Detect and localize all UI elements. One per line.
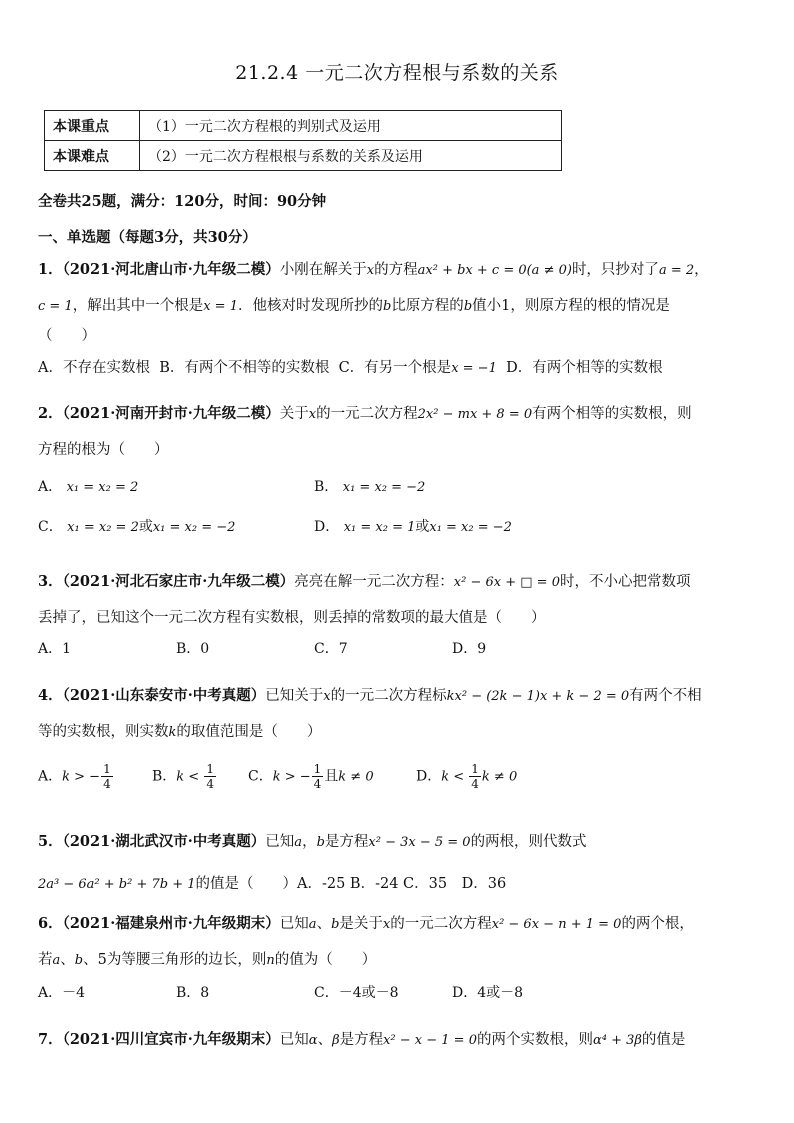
- question-6-line-2: 若a、b、5为等腰三角形的边长，则n的值为（ ）: [38, 952, 377, 968]
- question-1-line-1: 1．（2021·河北唐山市·九年级二模）小刚在解关于x的方程ax² + bx + c = 0(a ≠ 0)时，只抄对了a = 2，: [38, 261, 709, 278]
- option-c: C．7: [314, 641, 348, 657]
- option-b: B．0: [176, 641, 210, 657]
- option-b: B．有两个不相等的实数根: [159, 360, 330, 376]
- lesson-focus-table: [44, 110, 562, 171]
- question-source: 3．（2021·河北石家庄市·九年级二模）: [38, 573, 295, 590]
- equation: x² − 3x − 5 = 0: [368, 835, 471, 850]
- option-a: A． x₁ = x₂ = 2: [38, 479, 139, 495]
- table-row: [45, 141, 562, 171]
- expression: 2a³ − 6a² + b² + 7b + 1: [38, 877, 196, 892]
- fraction: $\frac{1}{4}$: [103, 762, 111, 791]
- question-source: 7．（2021·四川宜宾市·九年级期末）: [38, 1031, 280, 1048]
- question-source: 5．（2021·湖北武汉市·中考真题）: [38, 833, 266, 850]
- equation: ax² + bx + c = 0(a ≠ 0): [417, 263, 572, 278]
- fraction: $\frac{1}{4}$: [313, 762, 322, 791]
- expression: α⁴ + 3β: [592, 1033, 642, 1048]
- equation: x² − 6x + □ = 0: [453, 575, 560, 590]
- equation: x² − 6x − n + 1 = 0: [491, 917, 622, 932]
- exam-summary: 全卷共25题，满分：120分，时间：90分钟: [38, 193, 327, 210]
- option-c: C． x₁ = x₂ = 2或x₁ = x₂ = −2: [38, 519, 236, 535]
- question-6-line-1: 6．（2021·福建泉州市·九年级期末）已知a、b是关于x的一元二次方程x² − 6x − n + 1 = 0的两个根，: [38, 915, 694, 932]
- equation: 2x² − mx + 8 = 0: [417, 407, 533, 422]
- option-a: A．不存在实数根: [38, 360, 150, 376]
- option-d: D．9: [452, 641, 487, 657]
- question-7-line-1: 7．（2021·四川宜宾市·九年级期末）已知α、β是方程x² − x − 1 = 0的两个实数根，则α⁴ + 3β的值是: [38, 1031, 686, 1048]
- answer-bracket: （ ）: [38, 328, 96, 344]
- option-a: A．－4: [38, 985, 86, 1001]
- question-source: 1．（2021·河北唐山市·九年级二模）: [38, 261, 280, 278]
- difficulty-key: 本课难点: [45, 141, 140, 171]
- section-heading: 一、单选题（每题3分，共30分）: [38, 229, 257, 246]
- question-4-line-1: 4．（2021·山东泰安市·中考真题）已知关于x的一元二次方程标kx² − (2k − 1)x + k − 2 = 0有两个不相: [38, 687, 702, 704]
- option-c: C．有另一个根是x = −1: [338, 360, 497, 376]
- question-source: 2．（2021·河南开封市·九年级二模）: [38, 405, 280, 422]
- question-2-line-2: 方程的根为（ ）: [38, 442, 169, 458]
- option-c: C．k > − $\frac{1}{4}$ 且k ≠ 0: [248, 762, 374, 791]
- question-3-line-1: 3．（2021·河北石家庄市·九年级二模）亮亮在解一元二次方程：x² − 6x + □ = 0时，不小心把常数项: [38, 573, 691, 590]
- question-5-line-2: 2a³ − 6a² + b² + 7b + 1的值是（ ）A．-25 B．-24 C．35 D．36: [38, 876, 507, 892]
- option-a: A．k > − $\frac{1}{4}$: [38, 762, 111, 791]
- table-row: [45, 111, 562, 141]
- question-source: 4．（2021·山东泰安市·中考真题）: [38, 687, 266, 704]
- question-5-line-1: 5．（2021·湖北武汉市·中考真题）已知a，b是方程x² − 3x − 5 = 0的两根，则代数式: [38, 833, 587, 850]
- option-d: D．有两个相等的实数根: [506, 360, 663, 376]
- option-d: D． x₁ = x₂ = 1或x₁ = x₂ = −2: [314, 519, 512, 535]
- focus-key: 本课重点: [45, 111, 140, 141]
- question-4-line-2: 等的实数根，则实数k的取值范围是（ ）: [38, 724, 322, 740]
- option-d: D．k < $\frac{1}{4}$ k ≠ 0: [416, 762, 518, 791]
- equation: kx² − (2k − 1)x + k − 2 = 0: [446, 689, 630, 704]
- question-source: 6．（2021·福建泉州市·九年级期末）: [38, 915, 280, 932]
- option-a: A．1: [38, 641, 72, 657]
- question-1-line-2: c = 1，解出其中一个根是x = 1．他核对时发现所抄的b比原方程的b值小1，则原方程的根的情况是: [38, 298, 670, 314]
- focus-value: （1）一元二次方程根的判别式及运用: [140, 111, 562, 141]
- option-c: C．－4或－8: [314, 985, 399, 1001]
- fraction: $\frac{1}{4}$: [206, 762, 214, 791]
- fraction: $\frac{1}{4}$: [471, 762, 479, 791]
- option-b: B．8: [176, 985, 210, 1001]
- page-title: 21.2.4 一元二次方程根与系数的关系: [235, 62, 559, 84]
- option-b: B． x₁ = x₂ = −2: [314, 479, 426, 495]
- question-2-line-1: 2．（2021·河南开封市·九年级二模）关于x的一元二次方程2x² − mx + 8 = 0有两个相等的实数根，则: [38, 405, 692, 422]
- question-1-options: [38, 356, 663, 377]
- difficulty-value: （2）一元二次方程根根与系数的关系及运用: [140, 141, 562, 171]
- option-b: B．k < $\frac{1}{4}$: [152, 762, 214, 791]
- equation: x² − x − 1 = 0: [383, 1033, 477, 1048]
- question-3-line-2: 丢掉了，已知这个一元二次方程有实数根，则丢掉的常数项的最大值是（ ）: [38, 610, 546, 626]
- option-d: D．4或－8: [452, 985, 524, 1001]
